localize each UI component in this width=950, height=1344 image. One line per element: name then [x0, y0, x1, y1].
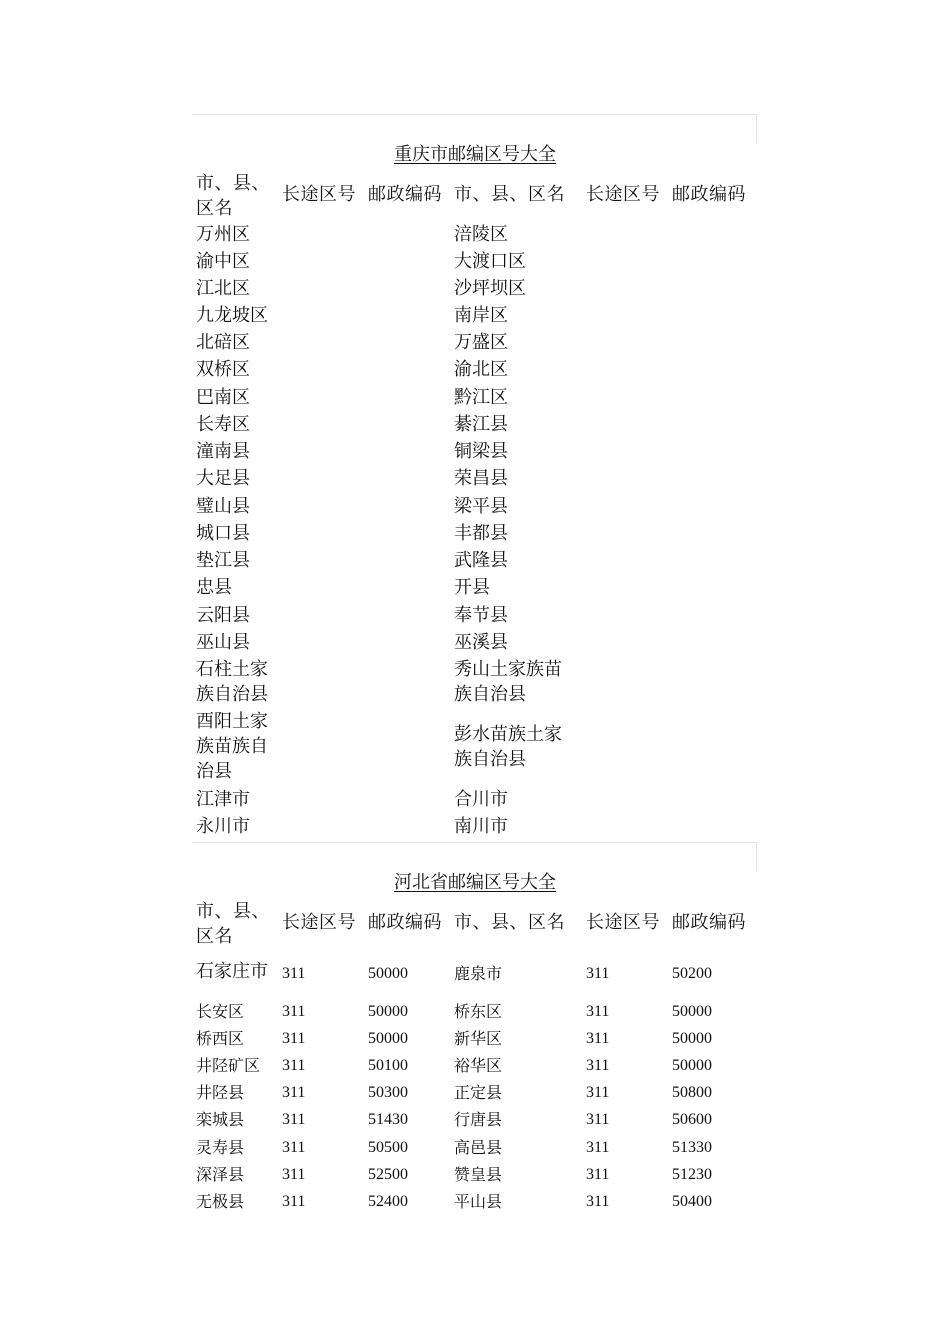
district-name: 井陉县 — [196, 1083, 245, 1102]
district-name-2: 荣昌县 — [454, 468, 508, 489]
district-name-2: 行唐县 — [454, 1110, 503, 1129]
postcode: 52400 — [368, 1193, 408, 1210]
postcode-2: 51230 — [672, 1166, 712, 1183]
postcode: 50300 — [368, 1084, 408, 1101]
header-postcode: 邮政编码 — [368, 184, 442, 205]
district-name-2: 綦江县 — [454, 414, 508, 435]
header-name: 市、县、区名 — [196, 173, 270, 219]
district-name-2: 铜梁县 — [454, 441, 508, 462]
district-name: 大足县 — [196, 468, 250, 489]
postcode-2: 50600 — [672, 1111, 712, 1128]
postcode-2: 50800 — [672, 1084, 712, 1101]
area-code-2: 311 — [586, 1166, 610, 1183]
district-name: 万州区 — [196, 224, 250, 245]
header-area-code: 长途区号 — [282, 912, 356, 933]
header-postcode-2: 邮政编码 — [672, 184, 746, 205]
header-area-code-2: 长途区号 — [586, 184, 660, 205]
district-name: 北碚区 — [196, 332, 250, 353]
hebei-section — [192, 842, 758, 1222]
postcode: 50000 — [368, 1030, 408, 1047]
postcode-2: 50400 — [672, 1193, 712, 1210]
area-code-2: 311 — [586, 1111, 610, 1128]
district-name-2: 开县 — [454, 577, 490, 598]
area-code-2: 311 — [586, 1057, 610, 1074]
postcode: 50000 — [368, 1003, 408, 1020]
area-code: 311 — [282, 1111, 306, 1128]
district-name: 灵寿县 — [196, 1138, 245, 1157]
district-name: 酉阳土家族苗族自治县 — [196, 711, 268, 782]
postcode: 51430 — [368, 1111, 408, 1128]
district-name-2: 渝北区 — [454, 359, 508, 380]
area-code: 311 — [282, 1030, 306, 1047]
district-name: 忠县 — [196, 577, 232, 598]
district-name: 巫山县 — [196, 632, 250, 653]
district-name-2: 万盛区 — [454, 332, 508, 353]
district-name-2: 秀山土家族苗族自治县 — [454, 659, 562, 705]
area-code: 311 — [282, 1057, 306, 1074]
district-name: 城口县 — [196, 523, 250, 544]
district-name-2: 黔江区 — [454, 387, 508, 408]
postcode-2: 50000 — [672, 1057, 712, 1074]
postcode-2: 50000 — [672, 1003, 712, 1020]
district-name: 江北区 — [196, 278, 250, 299]
district-name: 永川市 — [196, 816, 250, 837]
area-code: 311 — [282, 1166, 306, 1183]
postcode: 50500 — [368, 1139, 408, 1156]
hebei-title: 河北省邮编区号大全 — [394, 872, 556, 893]
district-name: 石家庄市 — [196, 961, 268, 982]
district-name-2: 丰都县 — [454, 523, 508, 544]
district-name-2: 武隆县 — [454, 550, 508, 571]
district-name-2: 桥东区 — [454, 1002, 503, 1021]
district-name-2: 平山县 — [454, 1192, 503, 1211]
district-name: 江津市 — [196, 789, 250, 810]
district-name-2: 大渡口区 — [454, 251, 526, 272]
area-code: 311 — [282, 1139, 306, 1156]
district-name: 潼南县 — [196, 441, 250, 462]
district-name-2: 梁平县 — [454, 496, 508, 517]
area-code-2: 311 — [586, 1139, 610, 1156]
district-name: 巴南区 — [196, 387, 250, 408]
district-name-2: 正定县 — [454, 1083, 503, 1102]
header-postcode-2: 邮政编码 — [672, 912, 746, 933]
district-name: 井陉矿区 — [196, 1056, 261, 1075]
district-name: 九龙坡区 — [196, 305, 268, 326]
header-area-code-2: 长途区号 — [586, 912, 660, 933]
district-name: 璧山县 — [196, 496, 250, 517]
area-code-2: 311 — [586, 1084, 610, 1101]
district-name-2: 裕华区 — [454, 1056, 503, 1075]
district-name-2: 高邑县 — [454, 1138, 503, 1157]
postcode-2: 51330 — [672, 1139, 712, 1156]
area-code-2: 311 — [586, 1003, 610, 1020]
area-code-2: 311 — [586, 1030, 610, 1047]
district-name: 桥西区 — [196, 1029, 245, 1048]
district-name-2: 沙坪坝区 — [454, 278, 526, 299]
district-name: 长安区 — [196, 1002, 245, 1021]
area-code: 311 — [282, 1003, 306, 1020]
header-postcode: 邮政编码 — [368, 912, 442, 933]
area-code: 311 — [282, 965, 306, 982]
district-name-2: 新华区 — [454, 1029, 503, 1048]
district-name: 云阳县 — [196, 605, 250, 626]
header-name: 市、县、区名 — [196, 901, 270, 947]
header-name-2: 市、县、区名 — [454, 912, 565, 933]
postcode: 50100 — [368, 1057, 408, 1074]
district-name-2: 合川市 — [454, 789, 508, 810]
chongqing-section — [192, 114, 758, 844]
section-divider — [192, 842, 757, 871]
postcode-2: 50000 — [672, 1030, 712, 1047]
header-name-2: 市、县、区名 — [454, 184, 565, 205]
district-name: 石柱土家族自治县 — [196, 659, 268, 705]
district-name: 长寿区 — [196, 414, 250, 435]
area-code: 311 — [282, 1193, 306, 1210]
district-name: 无极县 — [196, 1192, 245, 1211]
postcode-2: 50200 — [672, 965, 712, 982]
postcode: 50000 — [368, 965, 408, 982]
district-name-2: 奉节县 — [454, 605, 508, 626]
district-name: 栾城县 — [196, 1110, 245, 1129]
area-code-2: 311 — [586, 1193, 610, 1210]
area-code-2: 311 — [586, 965, 610, 982]
postcode: 52500 — [368, 1166, 408, 1183]
district-name-2: 南川市 — [454, 816, 508, 837]
district-name-2: 鹿泉市 — [454, 964, 503, 983]
chongqing-title: 重庆市邮编区号大全 — [394, 144, 556, 165]
district-name: 双桥区 — [196, 359, 250, 380]
district-name: 深泽县 — [196, 1165, 245, 1184]
district-name-2: 赞皇县 — [454, 1165, 503, 1184]
district-name-2: 彭水苗族土家族自治县 — [454, 724, 562, 770]
header-area-code: 长途区号 — [282, 184, 356, 205]
district-name-2: 涪陵区 — [454, 224, 508, 245]
area-code: 311 — [282, 1084, 306, 1101]
district-name: 渝中区 — [196, 251, 250, 272]
district-name-2: 南岸区 — [454, 305, 508, 326]
district-name: 垫江县 — [196, 550, 250, 571]
district-name-2: 巫溪县 — [454, 632, 508, 653]
section-divider — [192, 114, 757, 143]
